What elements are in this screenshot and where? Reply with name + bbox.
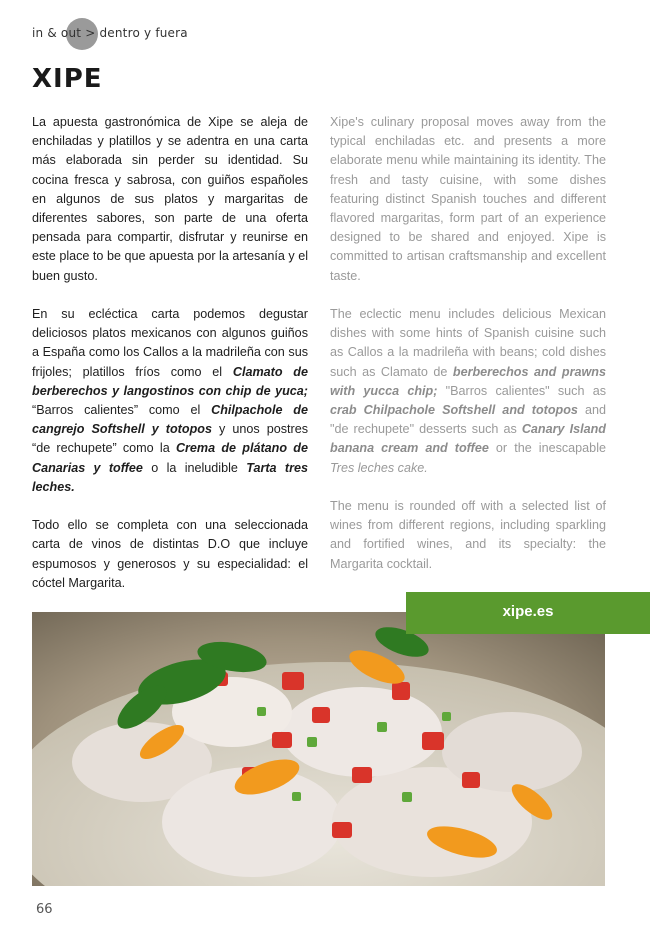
website-url[interactable]: xipe.es xyxy=(502,603,554,620)
spanish-paragraph-3: Todo ello se completa con una seleccionada carta de vinos de distintas D.O que incluye espumosos y generosos y su especialidad: el cóctel Margarita. xyxy=(32,518,308,590)
section-header: in & out > dentro y fuera xyxy=(32,26,188,40)
en-p2-text-a: The eclectic menu includes delicious Mexican dishes with some hints of Spanish cuisine such as Callos a la madrileña with beans; cold dishes such as Clamato de xyxy=(330,307,606,379)
ceviche-illustration xyxy=(32,612,605,886)
en-p2-text-g: or the inescapable xyxy=(488,441,606,456)
es-p2-text-g: o la ineludible xyxy=(142,460,247,475)
es-p2-text-c: “Barros calientes” como el xyxy=(32,403,212,418)
en-p2-text-e: and "de rechupete" desserts such as xyxy=(330,403,606,437)
spanish-column xyxy=(32,113,308,612)
page-number: 66 xyxy=(36,902,53,917)
en-p2-dish-tres-leches: Tres leches cake. xyxy=(330,460,428,475)
es-p2-text-a: En su ecléctica carta podemos degustar deliciosos platos mexicanos con algunos guiños a España como los Callos a la madrileña con sus frijoles; platillos fríos como el xyxy=(32,307,308,379)
english-paragraph-2 xyxy=(330,305,606,478)
es-p2-dish-crema: Crema de plátano de Canarias y toffee xyxy=(32,441,308,475)
spanish-paragraph-1: La apuesta gastronómica de Xipe se aleja de enchiladas y platillos y se adentra en una carta más elaborada sin perder su identidad. Su cocina fresca y sabrosa, con guiños españoles en algunos de sus platos y margaritas de diferentes sabores, son parte de una oferta pensada para compartir, disfrutar y reunirse en este place to be que apuesta por la artesanía y el buen gusto. xyxy=(32,115,308,283)
article-title: XIPE xyxy=(32,64,103,94)
es-p2-dish-chilpachole: Chilpachole de cangrejo Softshell y totopos xyxy=(32,403,308,437)
english-paragraph-3: The menu is rounded off with a selected list of wines from different regions, including sparkling and fortified wines, and its specialty: the Margarita cocktail. xyxy=(330,499,606,571)
website-badge[interactable] xyxy=(406,592,650,634)
food-photo xyxy=(32,612,605,886)
en-p2-dish-chilpachole: crab Chilpachole Softshell and totopos xyxy=(330,403,578,418)
es-p2-text-e: y unos postres “de rechupete” como la xyxy=(32,422,308,456)
en-p2-text-c: "Barros calientes" such as xyxy=(437,383,606,398)
es-p2-dish-tarta: Tarta tres leches. xyxy=(32,460,308,494)
english-paragraph-1: Xipe's culinary proposal moves away from the typical enchiladas etc. and presents a more elaborate menu while maintaining its identity. The fresh and tasty cuisine, with some dishes featuring distinct Spanish touches and different flavored margaritas, form part of an experience designed to be shared and enjoyed. Xipe is committed to artisan craftsmanship and excellent taste. xyxy=(330,115,606,283)
spanish-paragraph-2 xyxy=(32,305,308,497)
english-column xyxy=(330,113,606,593)
en-p2-dish-banana: Canary Island banana cream and toffee xyxy=(330,422,606,456)
en-p2-dish-berberechos: berberechos and prawns with yucca chip; xyxy=(330,364,606,398)
es-p2-dish-clamato: Clamato de berberechos y langostinos con chip de yuca; xyxy=(32,364,308,398)
